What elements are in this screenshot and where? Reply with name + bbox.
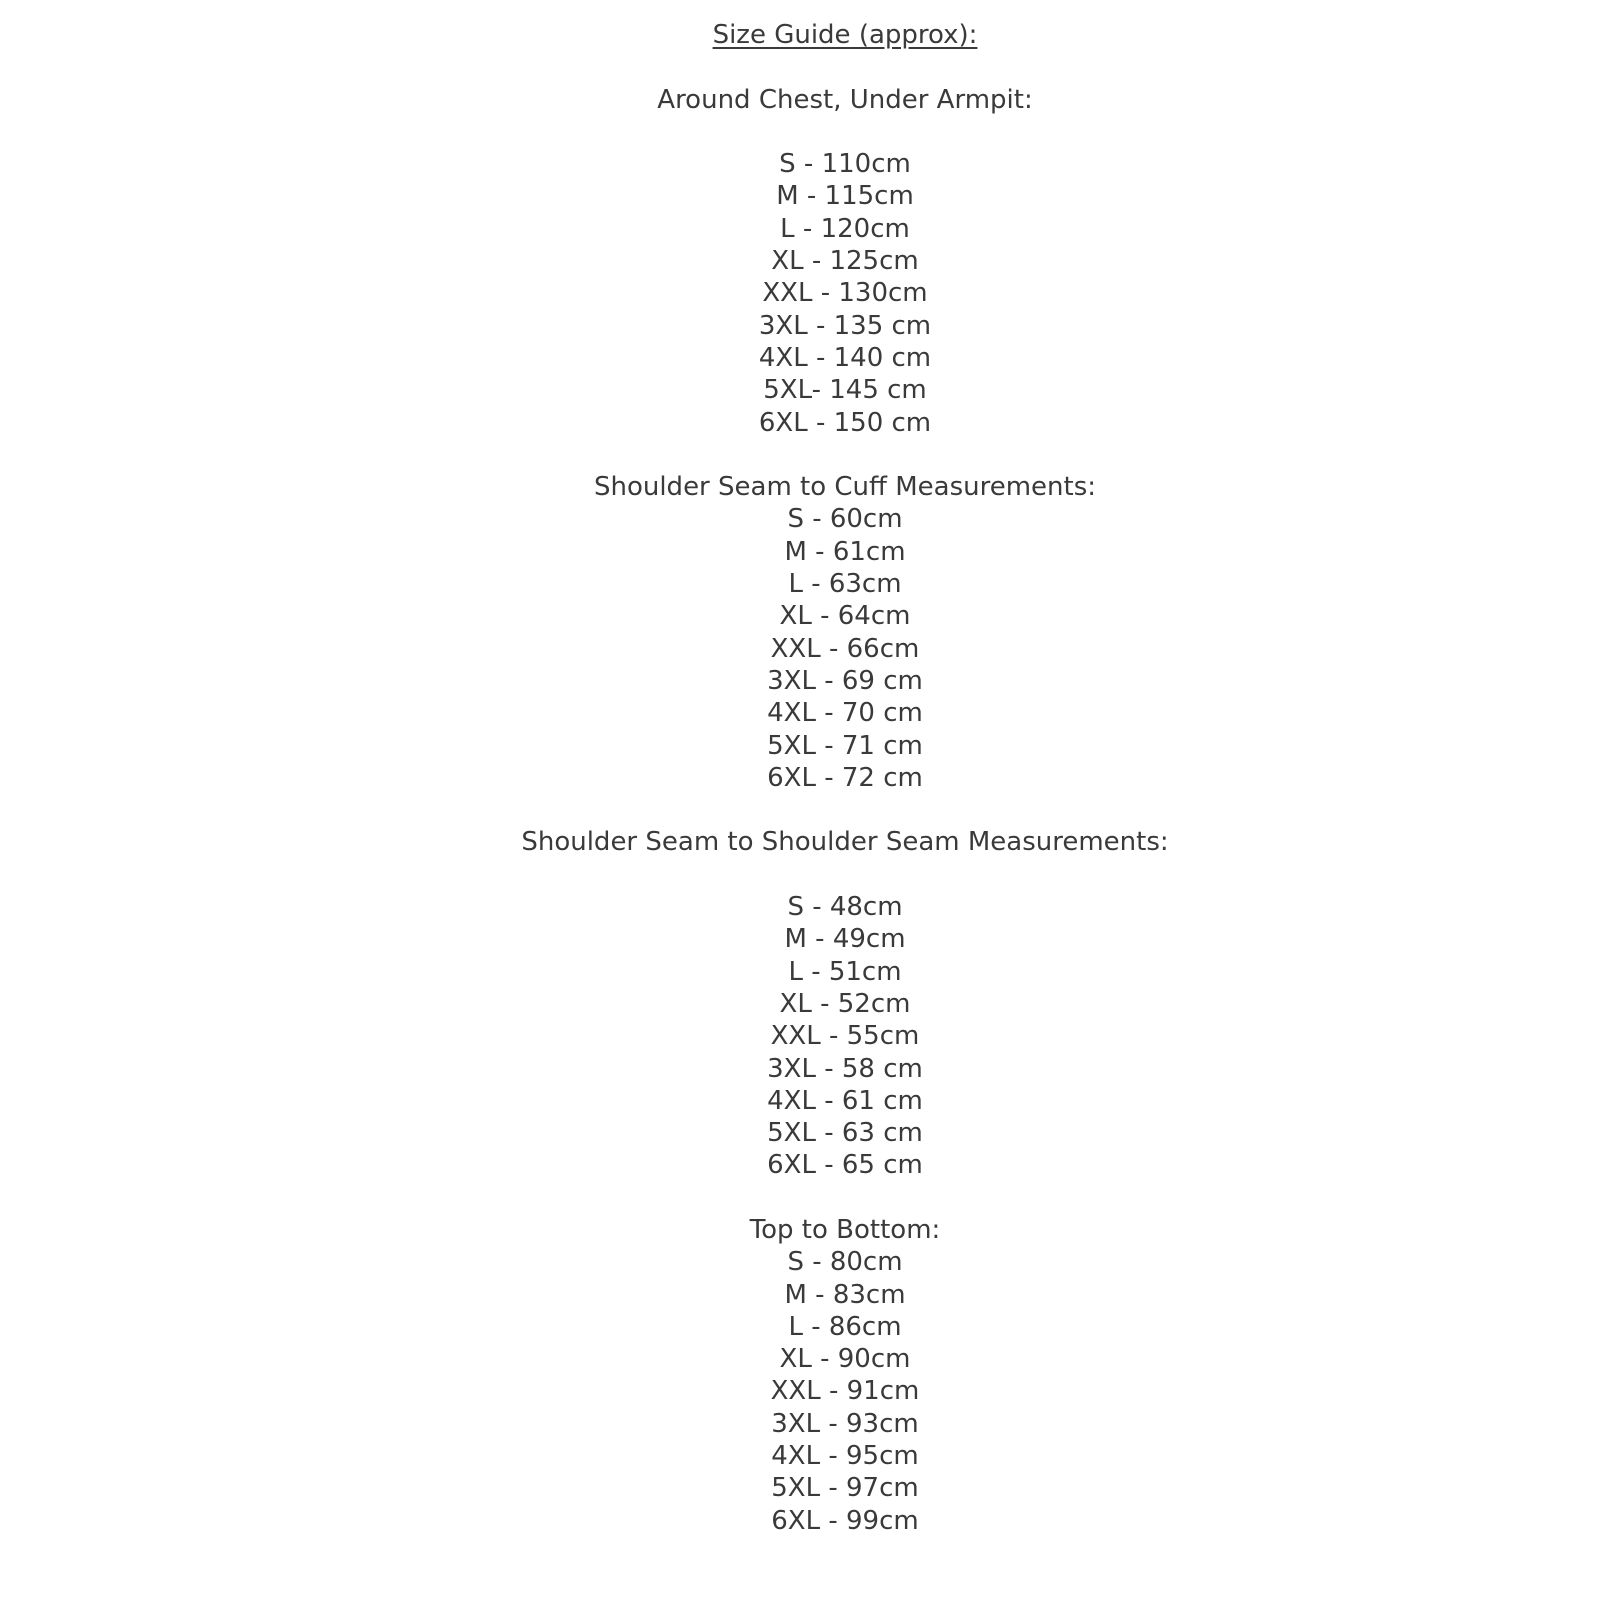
blank-line [90, 859, 1600, 891]
size-line-length-xl: XL - 90cm [779, 1344, 911, 1375]
size-line-cuff-4xl: 4XL - 70 cm [767, 698, 923, 729]
section-heading-seam-to-seam: Shoulder Seam to Shoulder Seam Measurements: [521, 827, 1169, 858]
size-line-cuff-m: M - 61cm [784, 536, 906, 567]
size-line-length-l: L - 86cm [788, 1311, 902, 1342]
section-heading-seam-to-cuff: Shoulder Seam to Cuff Measurements: [593, 472, 1097, 503]
blank-line [90, 116, 1600, 148]
size-line-cuff-6xl: 6XL - 72 cm [767, 762, 923, 793]
size-line-shoulder-3xl: 3XL - 58 cm [767, 1053, 923, 1084]
size-line-shoulder-s: S - 48cm [787, 892, 903, 923]
size-line-shoulder-l: L - 51cm [788, 956, 902, 987]
size-line-length-3xl: 3XL - 93cm [771, 1408, 919, 1439]
size-line-cuff-xxl: XXL - 66cm [770, 633, 920, 664]
size-line-cuff-5xl: 5XL - 71 cm [767, 730, 923, 761]
size-line-length-m: M - 83cm [784, 1279, 906, 1310]
size-line-cuff-3xl: 3XL - 69 cm [767, 665, 923, 696]
size-line-cuff-s: S - 60cm [787, 504, 903, 535]
size-guide-document [90, 0, 1600, 1537]
size-line-length-5xl: 5XL - 97cm [771, 1473, 919, 1504]
blank-line [90, 794, 1600, 826]
size-line-chest-s: S - 110cm [779, 149, 911, 180]
section-heading-around-chest: Around Chest, Under Armpit: [657, 84, 1033, 115]
size-line-cuff-l: L - 63cm [788, 569, 902, 600]
page-title: Size Guide (approx): [712, 20, 978, 50]
size-line-chest-3xl: 3XL - 135 cm [758, 310, 932, 341]
size-line-chest-4xl: 4XL - 140 cm [758, 342, 932, 373]
size-line-shoulder-6xl: 6XL - 65 cm [767, 1150, 923, 1181]
size-line-cuff-xl: XL - 64cm [779, 601, 911, 632]
size-line-chest-m: M - 115cm [776, 181, 914, 212]
size-line-chest-l: L - 120cm [780, 213, 910, 244]
size-line-length-6xl: 6XL - 99cm [771, 1505, 919, 1536]
size-line-chest-xl: XL - 125cm [771, 246, 919, 277]
blank-line [90, 51, 1600, 83]
size-line-shoulder-xl: XL - 52cm [779, 988, 911, 1019]
size-line-length-s: S - 80cm [787, 1247, 903, 1278]
size-line-length-4xl: 4XL - 95cm [771, 1441, 919, 1472]
size-line-shoulder-5xl: 5XL - 63 cm [767, 1118, 923, 1149]
blank-line [90, 439, 1600, 471]
size-line-shoulder-xxl: XXL - 55cm [770, 1021, 920, 1052]
size-line-chest-5xl: 5XL- 145 cm [763, 375, 927, 406]
blank-line [90, 1182, 1600, 1214]
size-line-chest-xxl: XXL - 130cm [762, 278, 928, 309]
size-line-shoulder-m: M - 49cm [784, 924, 906, 955]
size-line-chest-6xl: 6XL - 150 cm [758, 407, 932, 438]
section-heading-top-to-bottom: Top to Bottom: [749, 1214, 941, 1245]
size-line-length-xxl: XXL - 91cm [770, 1376, 920, 1407]
size-line-shoulder-4xl: 4XL - 61 cm [767, 1085, 923, 1116]
